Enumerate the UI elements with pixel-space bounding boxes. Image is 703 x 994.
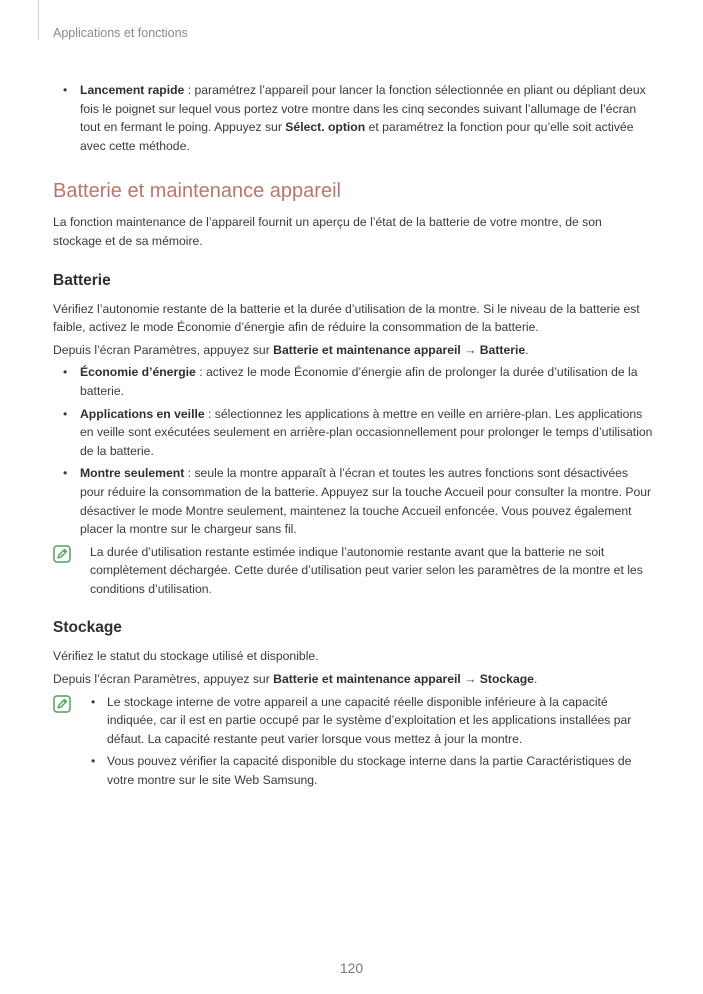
storage-note-list — [90, 693, 653, 790]
note-pencil-icon — [53, 695, 71, 713]
storage-paragraph: Vérifiez le statut du stockage utilisé et disponible. — [53, 649, 319, 664]
storage-path: Depuis l’écran Paramètres, appuyez sur Batterie et maintenance appareil → Stockage. — [53, 672, 538, 687]
item-text: : seule la montre apparaît à l’écran et toutes les autres fonctions sont désactivées pour réduire la consommation de la batterie. Appuyez sur la touche Accueil pour consulter la montre. Pour désactiver le mode Montre seulement, maintenez la touche Accueil enfoncée. Vous pouvez également placer la montre sur le chargeur sans fil. — [80, 466, 652, 537]
item-text: : paramétrez l’appareil pour lancer la fonction sélectionnée en pliant ou dépliant deux fois le poignet sur lequel vous portez votre montre dans les cinq secondes suivant l’allumage de l’écran tout en fermant le poing. Appuyez sur — [80, 83, 646, 135]
note-pencil-icon — [53, 545, 71, 563]
list-item — [53, 464, 653, 538]
list-item: • Le stockage interne de votre appareil a une capacité réelle disponible inférieure à la capacité indiquée, car il est en partie occupé par le système d’exploitation et les applications installées par défaut. La capacité restante peut varier lorsque vous mettez à jour la montre. — [90, 693, 653, 749]
bold-term: Lancement rapide — [80, 83, 185, 97]
list-item — [53, 363, 653, 400]
bold-term: Sélect. option — [285, 120, 366, 135]
bold-term: Applications en veille — [80, 406, 205, 421]
margin-line — [38, 0, 39, 40]
storage-title: Stockage — [53, 619, 122, 637]
list-item — [53, 81, 653, 155]
page-content — [53, 81, 653, 794]
list-item: • Vous pouvez vérifier la capacité disponible du stockage interne dans la partie Caractéristiques de votre montre sur le site Web Samsung. — [90, 752, 653, 789]
battery-note — [53, 543, 653, 599]
battery-path: Depuis l’écran Paramètres, appuyez sur Batterie et maintenance appareil → Batterie. — [53, 342, 529, 357]
section-title: Batterie et maintenance appareil — [53, 180, 341, 203]
item-text: : activez le mode Économie d’énergie afin de prolonger la durée d’utilisation de la batterie. — [80, 365, 638, 398]
list-item — [53, 405, 653, 461]
page-header: Applications et fonctions — [53, 26, 188, 40]
bold-term: Montre seulement — [80, 466, 185, 481]
note-text: La durée d’utilisation restante estimée indique l’autonomie restante avant que la batterie ne soit complètement déchargée. Cette durée d’utilisation peut varier selon les paramètres de la montre et les conditions d’utilisation. — [90, 544, 643, 596]
battery-paragraph: Vérifiez l’autonomie restante de la batterie et la durée d’utilisation de la montre. Si le niveau de la batterie est faible, activez le mode Économie d’énergie afin de réduire la consommation de la batterie. — [53, 301, 640, 335]
section-intro: La fonction maintenance de l’appareil fournit un aperçu de l’état de la batterie de votre montre, de son stockage et de sa mémoire. — [53, 215, 602, 248]
item-text: : sélectionnez les applications à mettre en veille en arrière-plan. Les applications en veille sont exécutées seulement en arrière-plan occasionnellement pour prolonger le temps d’utilisation de la batterie. — [80, 406, 653, 458]
item-text: et paramétrez la fonction pour qu’elle soit activée avec cette méthode. — [80, 120, 634, 153]
intro-bullet-list — [53, 81, 653, 155]
storage-note — [53, 693, 653, 790]
bold-term: Économie d’énergie — [80, 365, 196, 380]
page-number: 120 — [339, 960, 364, 976]
battery-options-list — [53, 363, 653, 538]
battery-title: Batterie — [53, 271, 111, 289]
